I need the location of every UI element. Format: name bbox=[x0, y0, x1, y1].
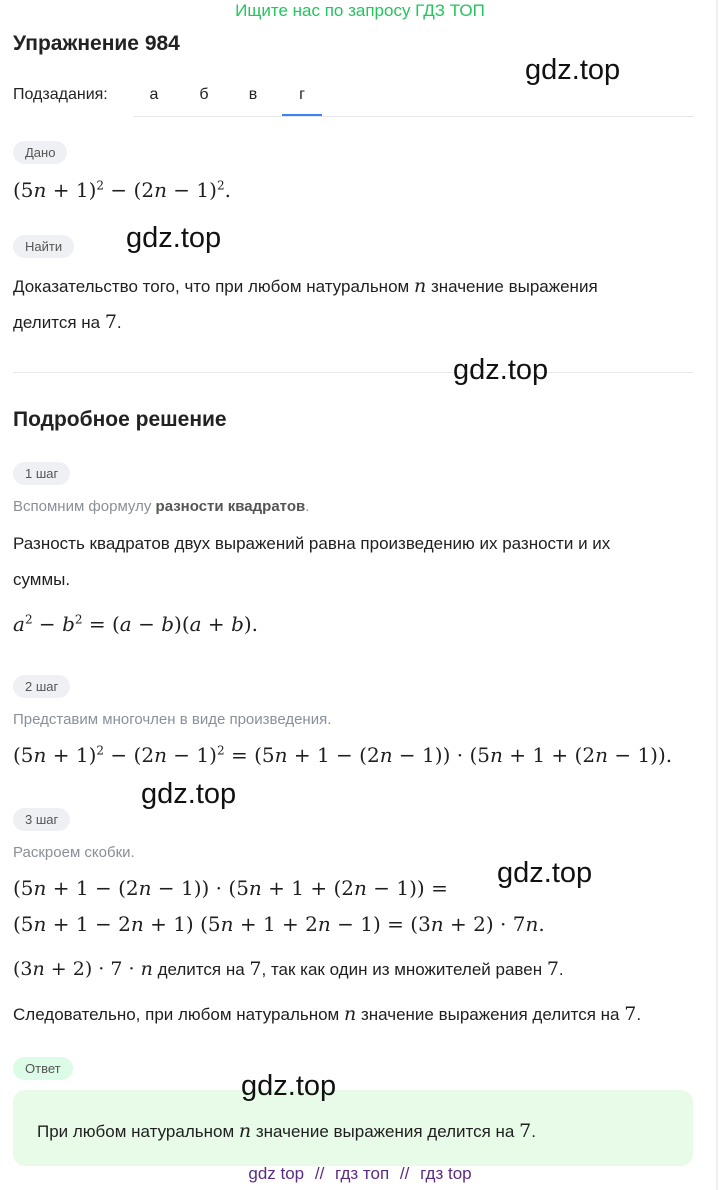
footer-link-1[interactable]: gdz top bbox=[248, 1164, 305, 1183]
subtasks-label: Подзадания: bbox=[13, 86, 108, 103]
tab-g[interactable]: г bbox=[282, 86, 322, 116]
conclusion: Следовательно, при любом натуральном n значение выражения делится на 7. bbox=[13, 1003, 642, 1025]
solution-title: Подробное решение bbox=[13, 408, 227, 431]
tab-b[interactable]: б bbox=[199, 86, 209, 103]
given-expression: $(5n + 1)^2 - (2n - 1)^2$. bbox=[13, 178, 231, 202]
answer-chip: Ответ bbox=[13, 1057, 73, 1080]
watermark: gdz.top bbox=[141, 778, 237, 810]
step2-expression: $(5n + 1)^2 - (2n - 1)^2 = (5n + 1 - (2n - 1)) \cdot (5n + 1 + (2n - 1))$. bbox=[13, 743, 673, 767]
step3-hint: Раскроем скобки. bbox=[13, 844, 135, 861]
find-chip: Найти bbox=[13, 235, 74, 258]
watermark: gdz.top bbox=[453, 354, 549, 386]
step1-chip: 1 шаг bbox=[13, 462, 70, 485]
find-text-line2: делится на 7. bbox=[13, 311, 122, 333]
tab-v[interactable]: в bbox=[248, 86, 258, 103]
page-edge bbox=[716, 0, 718, 1190]
formula-difference-of-squares: $a^2 - b^2 = (a - b)(a + b)$. bbox=[13, 612, 259, 636]
watermark: gdz.top bbox=[241, 1070, 337, 1102]
footer-link-3[interactable]: гдз top bbox=[420, 1164, 472, 1183]
step1-text-line1: Разность квадратов двух выражений равна произведению их разности и их bbox=[13, 534, 611, 553]
step2-chip: 2 шаг bbox=[13, 675, 70, 698]
promo-banner[interactable]: Ищите нас по запросу ГДЗ ТОП bbox=[235, 1, 485, 20]
tab-a[interactable]: а bbox=[149, 86, 159, 103]
watermark: gdz.top bbox=[497, 857, 593, 889]
divider bbox=[13, 372, 693, 373]
footer-links bbox=[0, 1164, 720, 1184]
page-title: Упражнение 984 bbox=[13, 32, 180, 55]
watermark: gdz.top bbox=[126, 222, 222, 254]
footer-link-2[interactable]: гдз топ bbox=[335, 1164, 390, 1183]
step3-expression-line1: (5n + 1 − (2n − 1)) · (5n + 1 + (2n − 1)) = bbox=[13, 876, 448, 900]
footer-separator: // bbox=[399, 1164, 410, 1183]
step3-divisibility: (3n + 2) · 7 · n делится на 7, так как один из множителей равен 7. bbox=[13, 958, 564, 980]
find-text-line1: Доказательство того, что при любом натуральном n значение выражения bbox=[13, 275, 598, 297]
step2-hint: Представим многочлен в виде произведения. bbox=[13, 711, 332, 728]
given-chip: Дано bbox=[13, 141, 67, 164]
footer-separator: // bbox=[314, 1164, 325, 1183]
step1-text-line2: суммы. bbox=[13, 570, 71, 589]
watermark: gdz.top bbox=[525, 54, 621, 86]
step3-chip: 3 шаг bbox=[13, 808, 70, 831]
answer-text: При любом натуральном n значение выражения делится на 7. bbox=[37, 1120, 536, 1142]
step1-hint: Вспомним формулу разности квадратов. bbox=[13, 498, 310, 515]
step3-expression-line2: (5n + 1 − 2n + 1) (5n + 1 + 2n − 1) = (3n + 2) · 7n. bbox=[13, 912, 545, 936]
